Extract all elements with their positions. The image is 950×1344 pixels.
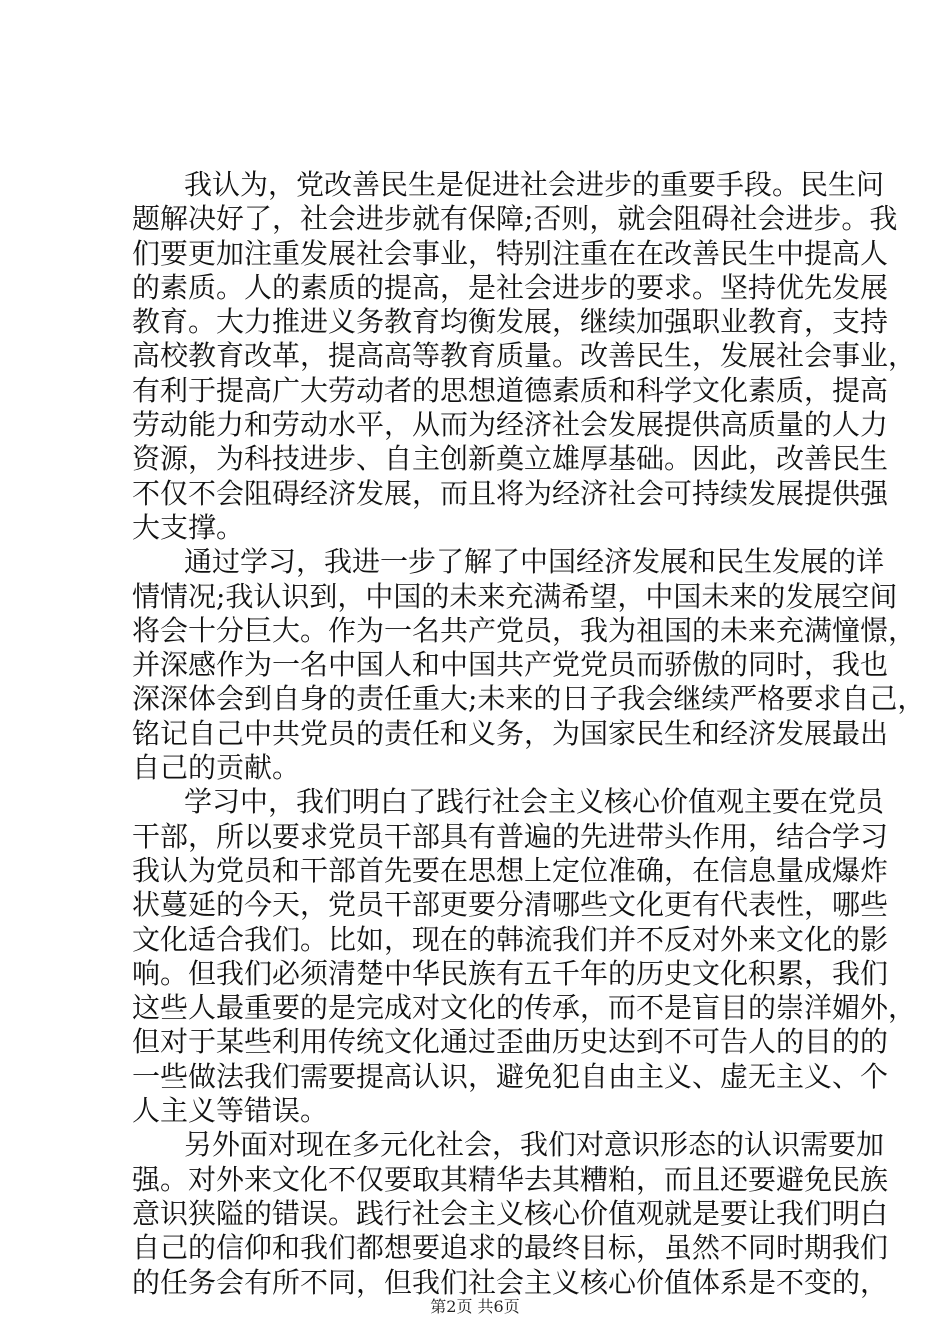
text-line: 并深感作为一名中国人和中国共产党党员而骄傲的同时，我也 [132,648,889,682]
page-number-footer: 第2页 共6页 [430,1297,520,1316]
text-line: 文化适合我们。比如，现在的韩流我们并不反对外来文化的影 [132,922,889,956]
document-body [132,168,926,1300]
text-line: 响。但我们必须清楚中华民族有五千年的历史文化积累，我们 [132,956,889,990]
text-line: 大支撑。 [132,510,245,544]
text-line: 干部，所以要求党员干部具有普遍的先进带头作用，结合学习 [132,819,889,853]
text-line: 我认为党员和干部首先要在思想上定位准确，在信息量成爆炸 [132,853,889,887]
text-line: 学习中，我们明白了践行社会主义核心价值观主要在党员 [184,785,885,819]
text-line: 状蔓延的今天，党员干部更要分清哪些文化更有代表性，哪些 [132,888,889,922]
text-line: 意识狭隘的错误。践行社会主义核心价值观就是要让我们明白 [132,1196,889,1230]
text-line: 情情况;我认识到，中国的未来充满希望，中国未来的发展空间 [132,579,898,613]
text-line: 另外面对现在多元化社会，我们对意识形态的认识需要加 [184,1128,885,1162]
text-line: 人主义等错误。 [132,1094,329,1128]
text-line: 不仅不会阻碍经济发展，而且将为经济社会可持续发展提供强 [132,476,889,510]
text-line: 通过学习，我进一步了解了中国经济发展和民生发展的详 [184,545,885,579]
text-line: 将会十分巨大。作为一名共产党员，我为祖国的未来充满憧憬， [132,613,917,647]
text-line: 们要更加注重发展社会事业，特别注重在在改善民生中提高人 [132,236,889,270]
text-line: 教育。大力推进义务教育均衡发展，继续加强职业教育，支持 [132,305,889,339]
text-line: 资源，为科技进步、自主创新奠立雄厚基础。因此，改善民生 [132,442,889,476]
text-line: 强。对外来文化不仅要取其精华去其糟粕，而且还要避免民族 [132,1162,889,1196]
text-line: 的素质。人的素质的提高，是社会进步的要求。坚持优先发展 [132,270,889,304]
text-line: 劳动能力和劳动水平，从而为经济社会发展提供高质量的人力 [132,408,889,442]
paragraph-1 [132,168,917,545]
text-line: 的任务会有所不同，但我们社会主义核心价值体系是不变的， [132,1265,889,1299]
text-line: 这些人最重要的是完成对文化的传承，而不是盲目的崇洋媚外， [132,991,917,1025]
text-line: 深深体会到自身的责任重大;未来的日子我会继续严格要求自己， [132,682,926,716]
text-line: 自己的信仰和我们都想要追求的最终目标，虽然不同时期我们 [132,1231,889,1265]
text-line: 自己的贡献。 [132,751,301,785]
text-line: 高校教育改革，提高高等教育质量。改善民生，发展社会事业， [132,339,917,373]
text-line: 但对于某些利用传统文化通过歪曲历史达到不可告人的目的的 [132,1025,889,1059]
text-line: 我认为，党改善民生是促进社会进步的重要手段。民生问 [184,168,885,201]
text-line: 有利于提高广大劳动者的思想道德素质和科学文化素质，提高 [132,373,889,407]
paragraph-3 [132,785,917,1128]
text-line: 一些做法我们需要提高认识，避免犯自由主义、虚无主义、个 [132,1059,889,1093]
text-line: 题解决好了，社会进步就有保障;否则，就会阻碍社会进步。我 [132,202,898,236]
text-line: 铭记自己中共党员的责任和义务，为国家民生和经济发展最出 [132,716,889,750]
paragraph-2 [132,545,926,785]
paragraph-4 [132,1128,889,1299]
